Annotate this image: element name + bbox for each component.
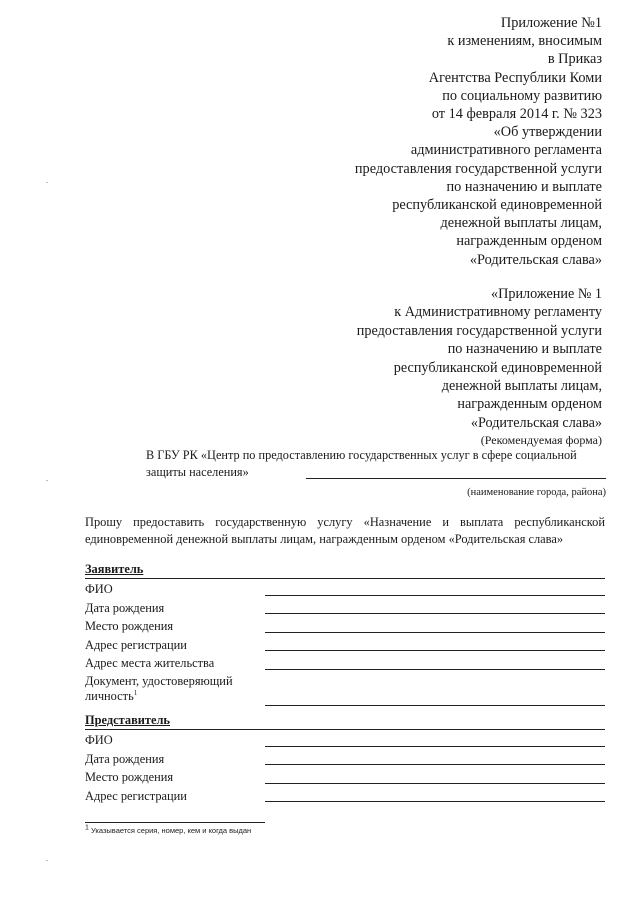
applicant-birthplace-row bbox=[85, 616, 605, 635]
addressee-line-2: защиты населения» bbox=[146, 465, 249, 479]
field-label: Адрес регистрации bbox=[85, 637, 187, 652]
regulation-annex-line: республиканской единовременной bbox=[393, 359, 602, 376]
regulation-annex-line: по назначению и выплате bbox=[447, 341, 602, 358]
annex-header-line: Приложение №1 bbox=[500, 15, 602, 31]
regulation-annex-line: денежной выплаты лицам, bbox=[441, 378, 602, 395]
applicant-id-document-row bbox=[85, 672, 605, 708]
field-label: Место рождения bbox=[85, 770, 174, 784]
city-district-caption: (наименование города, района) bbox=[467, 487, 606, 498]
field-label: Дата рождения bbox=[85, 751, 165, 766]
city-district-field[interactable] bbox=[306, 478, 606, 479]
representative-fio-field[interactable] bbox=[265, 746, 605, 747]
id-document-label-line-1: Документ, удостоверяющий bbox=[85, 673, 233, 688]
footnote-text: Указывается серия, номер, кем и когда выдан bbox=[91, 826, 252, 835]
addressee-block bbox=[146, 447, 606, 501]
annex-header-line: по назначению и выплате bbox=[446, 178, 602, 195]
field-label: ФИО bbox=[85, 582, 113, 596]
representative-registration-field[interactable] bbox=[265, 801, 605, 802]
annex-header-line: по социальному развитию bbox=[442, 87, 602, 104]
applicant-registration-field[interactable] bbox=[265, 650, 605, 651]
addressee-line-1: В ГБУ РК «Центр по предоставлению государственных услуг в сфере социальной bbox=[146, 448, 577, 462]
representative-birthplace-row bbox=[85, 767, 605, 786]
field-label bbox=[85, 674, 233, 705]
applicant-id-document-field[interactable] bbox=[265, 705, 605, 706]
applicant-birthdate-field[interactable] bbox=[265, 613, 605, 614]
annex-header-line: награжденным орденом bbox=[456, 233, 602, 250]
regulation-annex-line: предоставления государственной услуги bbox=[356, 322, 602, 339]
applicant-fio-row bbox=[85, 579, 605, 598]
annex-header-line: предоставления государственной услуги bbox=[354, 160, 602, 177]
representative-birthdate-row bbox=[85, 749, 605, 768]
regulation-annex-line: «Родительская слава» bbox=[470, 414, 602, 431]
footnote bbox=[85, 826, 251, 835]
applicant-section bbox=[85, 561, 605, 708]
footnote-mark: 1 bbox=[85, 824, 89, 832]
annex-header-line: от 14 февраля 2014 г. № 323 bbox=[431, 106, 602, 123]
applicant-section-title: Заявитель bbox=[85, 561, 605, 579]
id-document-label-line-2: личность bbox=[85, 689, 134, 703]
representative-section bbox=[85, 712, 605, 804]
applicant-residence-row bbox=[85, 653, 605, 672]
applicant-registration-row bbox=[85, 635, 605, 654]
representative-birthplace-field[interactable] bbox=[265, 783, 605, 784]
regulation-annex-line: награжденным орденом bbox=[457, 396, 602, 413]
regulation-annex-block bbox=[357, 285, 602, 448]
field-label: ФИО bbox=[85, 733, 113, 747]
request-paragraph: Прошу предоставить государственную услугу «Назначение и выплата республиканской единовременной денежной выплаты лицам, награжденным орденом «Родительская слава» bbox=[85, 515, 605, 546]
representative-section-title: Представитель bbox=[85, 712, 605, 730]
annex-header-line: денежной выплаты лицам, bbox=[440, 215, 602, 232]
scan-speck bbox=[46, 182, 48, 183]
field-label: Адрес регистрации bbox=[85, 788, 187, 803]
annex-header-line: республиканской единовременной bbox=[392, 197, 602, 214]
representative-birthdate-field[interactable] bbox=[265, 764, 605, 765]
annex-header-line: «Об утверждении bbox=[493, 124, 602, 141]
field-label: Место рождения bbox=[85, 619, 174, 633]
annex-header-line: к изменениям, вносимым bbox=[447, 33, 602, 50]
annex-header-line: административного регламента bbox=[410, 142, 602, 159]
annex-header-block bbox=[355, 14, 602, 269]
form-note: (Рекомендуемая форма) bbox=[480, 433, 602, 448]
representative-fio-row bbox=[85, 730, 605, 749]
annex-header-line: Агентства Республики Коми bbox=[428, 69, 602, 86]
annex-header-line: в Приказ bbox=[547, 51, 602, 68]
applicant-fio-field[interactable] bbox=[265, 595, 605, 596]
footnote-reference: 1 bbox=[133, 688, 138, 697]
field-label: Адрес места жительства bbox=[85, 656, 215, 670]
representative-registration-row bbox=[85, 786, 605, 805]
regulation-annex-line: «Приложение № 1 bbox=[491, 286, 602, 302]
regulation-annex-line: к Административному регламенту bbox=[394, 304, 602, 321]
annex-header-line: «Родительская слава» bbox=[469, 251, 602, 268]
scan-speck bbox=[46, 480, 48, 481]
applicant-residence-field[interactable] bbox=[265, 669, 605, 670]
footnote-divider bbox=[85, 822, 265, 823]
field-label: Дата рождения bbox=[85, 600, 165, 615]
scan-speck bbox=[46, 860, 48, 861]
applicant-birthdate-row bbox=[85, 598, 605, 617]
applicant-birthplace-field[interactable] bbox=[265, 632, 605, 633]
